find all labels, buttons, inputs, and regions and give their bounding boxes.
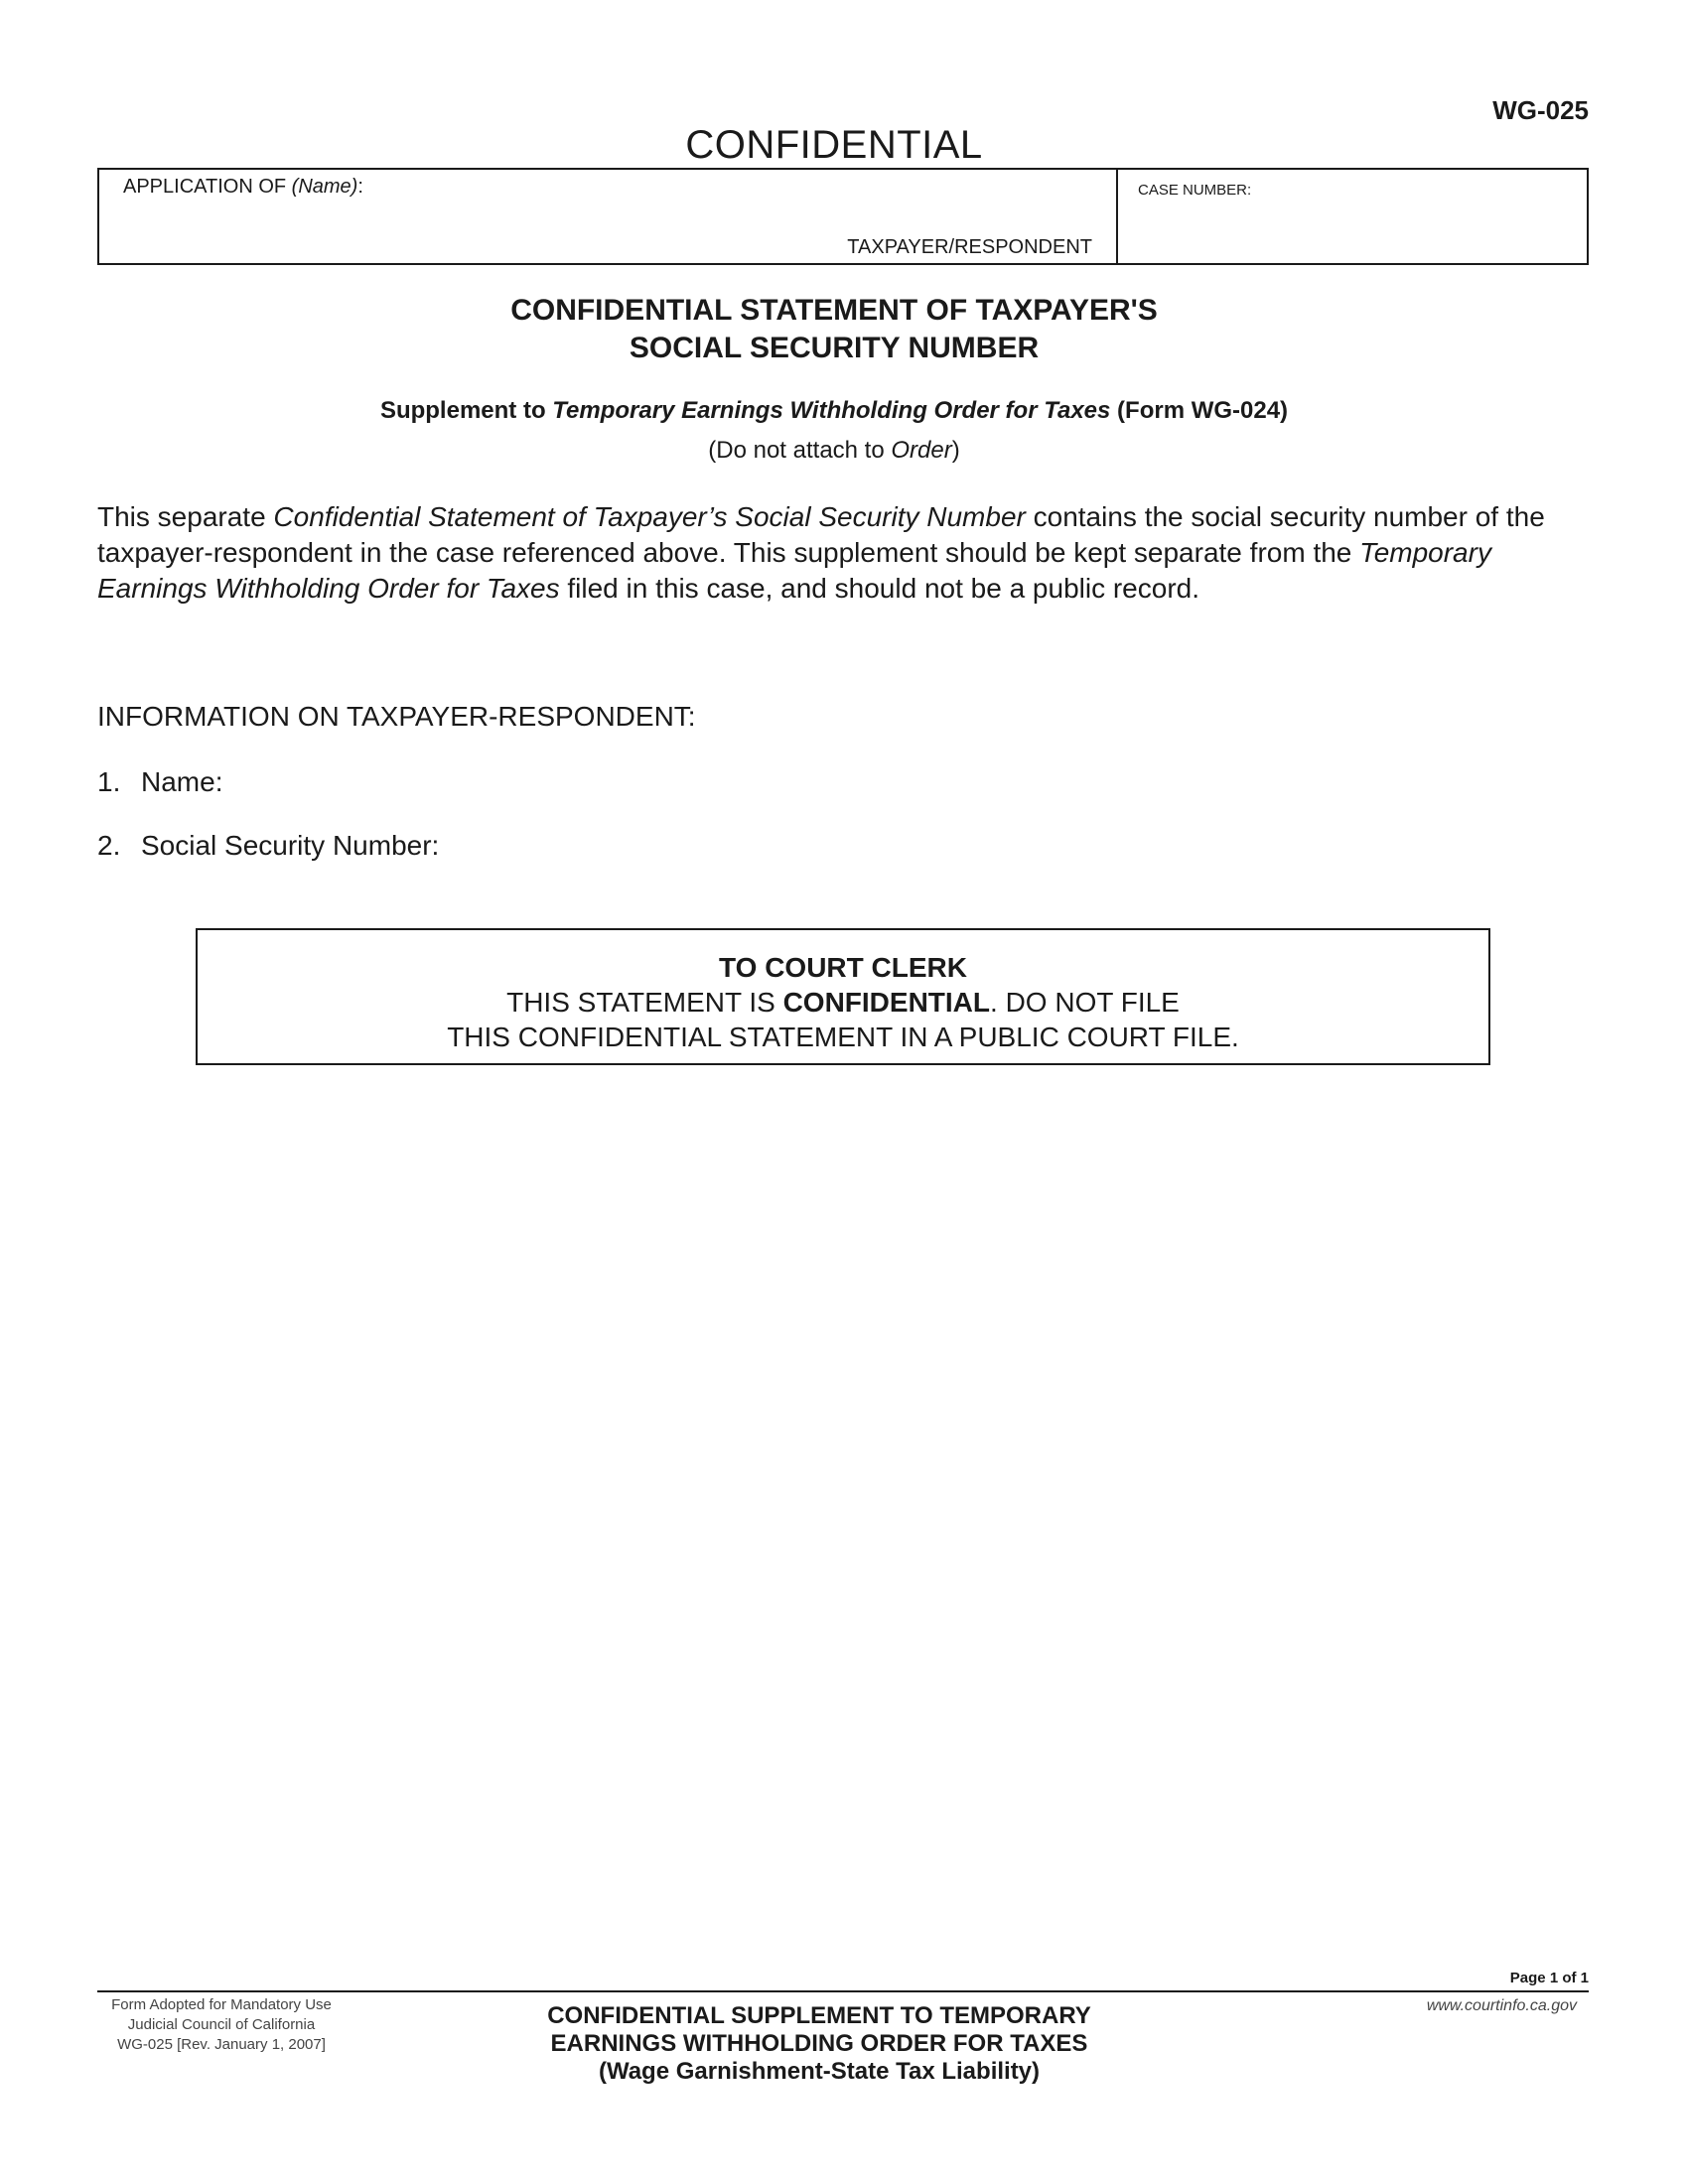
supplement-note: (Do not attach to Order) [708,437,960,464]
footer-form-title: CONFIDENTIAL SUPPLEMENT TO TEMPORARY EARNINGS WITHHOLDING ORDER FOR TAXES (Wage Garnishment-State Tax Liability) [547,2002,1091,2085]
supplement-line: Supplement to Temporary Earnings Withholding Order for Taxes (Form WG-024) [379,397,1289,424]
body-paragraph: This separate Confidential Statement of Taxpayer’s Social Security Number contains the social security number of the taxpayer-respondent in the case referenced above. This supplement should be kept separate from the Temporary Earnings Withholding Order for Taxes filed in this case, and should not be a public record. [97,501,1545,604]
form-title: CONFIDENTIAL STATEMENT OF TAXPAYER'S SOCIAL SECURITY NUMBER [510,294,1158,364]
caption-party-cell[interactable] [99,170,1118,263]
name-field[interactable]: 1. Name: [97,766,223,797]
info-heading: INFORMATION ON TAXPAYER-RESPONDENT: [97,701,696,732]
footer-adoption-info: Form Adopted for Mandatory Use Judicial Council of California WG-025 [Rev. January 1, 2007] [111,1996,332,2053]
taxpayer-respondent-label: TAXPAYER/RESPONDENT [847,236,1092,258]
ssn-field[interactable]: 2. Social Security Number: [97,830,440,861]
confidential-heading: CONFIDENTIAL [685,123,983,167]
footer-website-link[interactable]: www.courtinfo.ca.gov [1426,1997,1577,2014]
application-of-label: APPLICATION OF (Name): [123,176,363,198]
court-clerk-notice: TO COURT CLERK THIS STATEMENT IS CONFIDENTIAL. DO NOT FILE THIS CONFIDENTIAL STATEMENT IN A PUBLIC COURT FILE. [196,928,1490,1065]
case-number-label: CASE NUMBER: [1138,182,1252,199]
form-id: WG-025 [1492,95,1589,125]
caption-box [97,168,1589,265]
page-number: Page 1 of 1 [1509,1970,1589,1986]
footer-divider [97,1990,1589,1992]
